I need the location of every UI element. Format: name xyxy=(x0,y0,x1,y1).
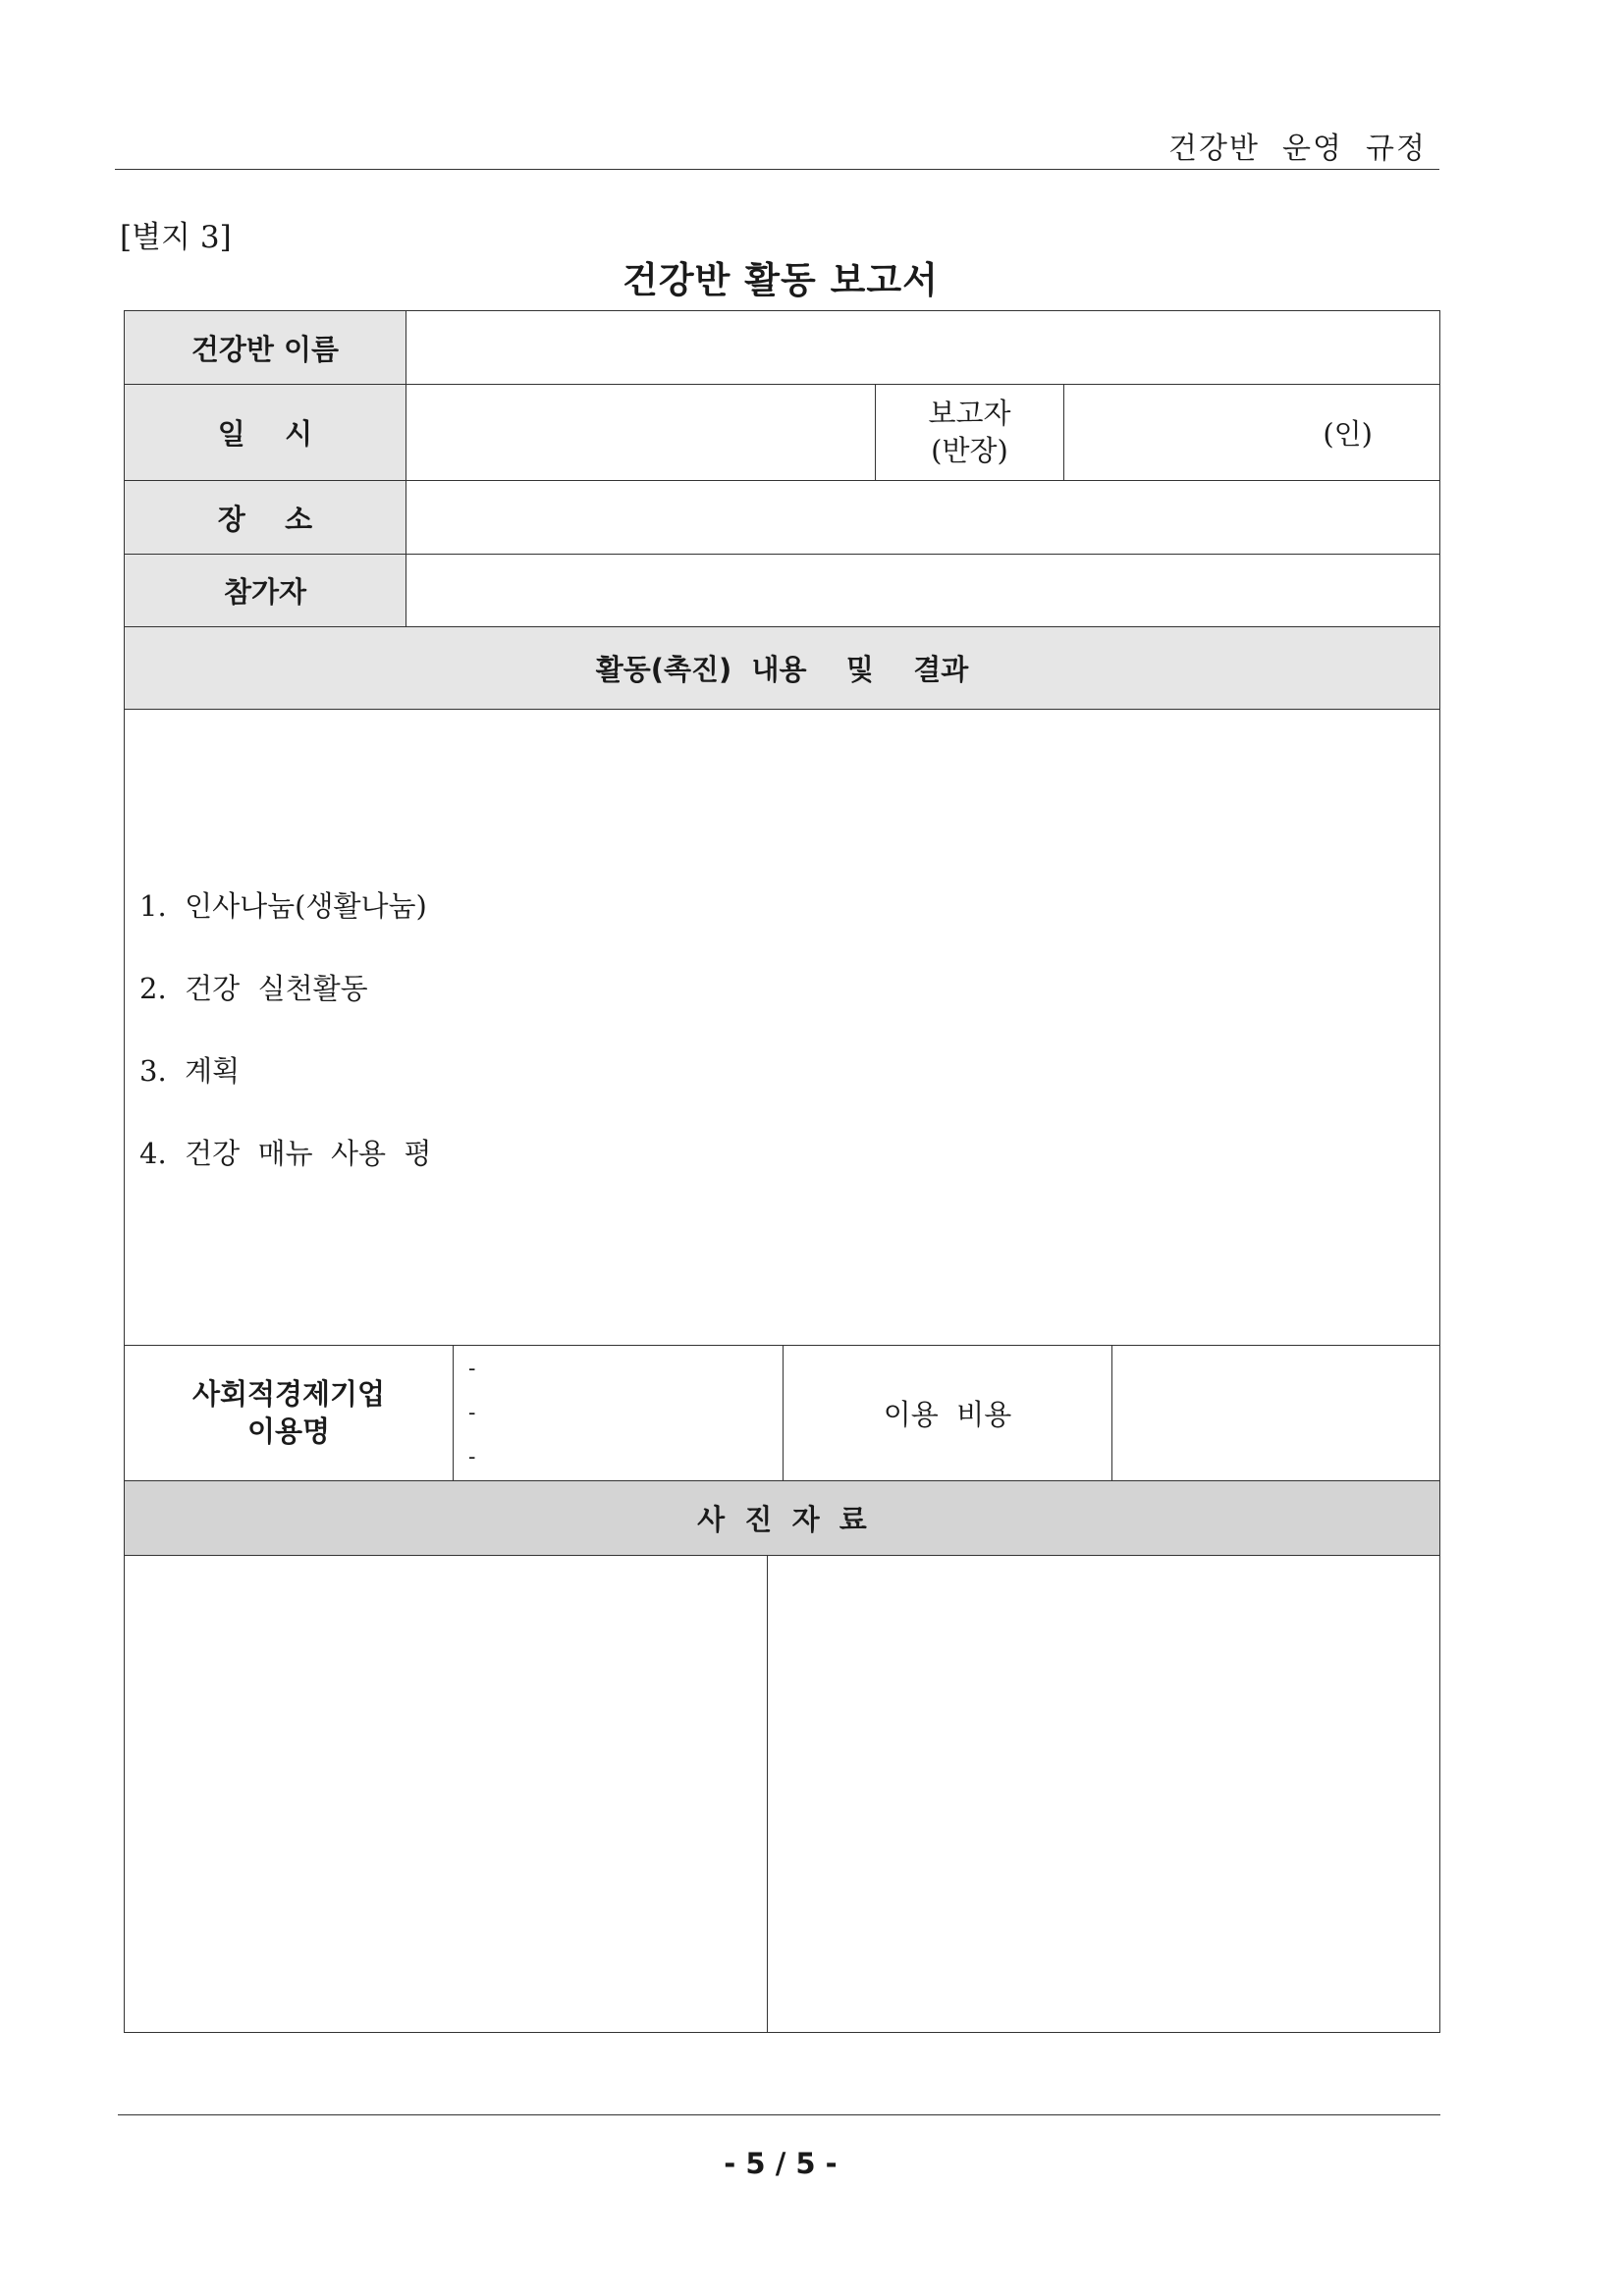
participants-field[interactable] xyxy=(406,555,1439,626)
cost-field[interactable] xyxy=(1112,1346,1439,1480)
cost-label: 이용 비용 xyxy=(784,1346,1112,1480)
datetime-label: 일 시 xyxy=(125,385,406,480)
enterprise-entry: - xyxy=(468,1357,476,1381)
seal-mark: (인) xyxy=(1323,417,1373,451)
place-field[interactable] xyxy=(406,481,1439,554)
photo-row xyxy=(125,1556,1439,2032)
group-name-row xyxy=(125,311,1439,385)
enterprise-label xyxy=(125,1346,454,1480)
enterprise-entry: - xyxy=(468,1445,476,1469)
activity-content-area[interactable] xyxy=(125,710,1439,1346)
report-form-table xyxy=(124,310,1440,2033)
datetime-field[interactable] xyxy=(406,385,876,480)
reporter-label xyxy=(876,385,1064,480)
page-title: 건강반 활동 보고서 xyxy=(622,259,939,301)
enterprise-label-line2: 이용명 xyxy=(246,1414,331,1448)
group-name-field[interactable] xyxy=(406,311,1439,384)
activity-section-title: 활동(촉진) 내용 및 결과 xyxy=(125,627,1439,709)
photo-box-left[interactable] xyxy=(125,1556,768,2032)
participants-row xyxy=(125,555,1439,627)
photo-section-header-row xyxy=(125,1481,1439,1556)
datetime-reporter-row xyxy=(125,385,1439,481)
reporter-label-role: (반장) xyxy=(931,433,1008,467)
activity-item: 4. 건강 매뉴 사용 평 xyxy=(139,1137,432,1170)
form-id-label: [별지 3] xyxy=(120,220,232,255)
enterprise-label-line1: 사회적경제기업 xyxy=(191,1376,386,1411)
participants-label: 참가자 xyxy=(125,555,406,626)
place-label: 장 소 xyxy=(125,481,406,554)
enterprise-entry: - xyxy=(468,1401,476,1425)
enterprise-row xyxy=(125,1346,1439,1481)
activity-item: 2. 건강 실천활동 xyxy=(139,972,368,1005)
photo-section-title: 사 진 자 료 xyxy=(125,1481,1439,1555)
footer-divider xyxy=(118,2114,1440,2115)
reporter-label-title: 보고자 xyxy=(928,396,1011,430)
page-number: - 5 / 5 - xyxy=(724,2147,838,2180)
document-header-title: 건강반 운영 규정 xyxy=(1167,132,1427,166)
reporter-signature-field[interactable] xyxy=(1064,385,1439,480)
place-row xyxy=(125,481,1439,555)
activity-item: 3. 계획 xyxy=(139,1054,241,1088)
group-name-label: 건강반 이름 xyxy=(125,311,406,384)
header-divider xyxy=(115,169,1439,170)
photo-box-right[interactable] xyxy=(768,1556,1439,2032)
activity-item: 1. 인사나눔(생활나눔) xyxy=(139,889,427,923)
activity-section-header-row xyxy=(125,627,1439,710)
enterprise-entries-field[interactable] xyxy=(454,1346,784,1480)
activity-content-row xyxy=(125,710,1439,1346)
